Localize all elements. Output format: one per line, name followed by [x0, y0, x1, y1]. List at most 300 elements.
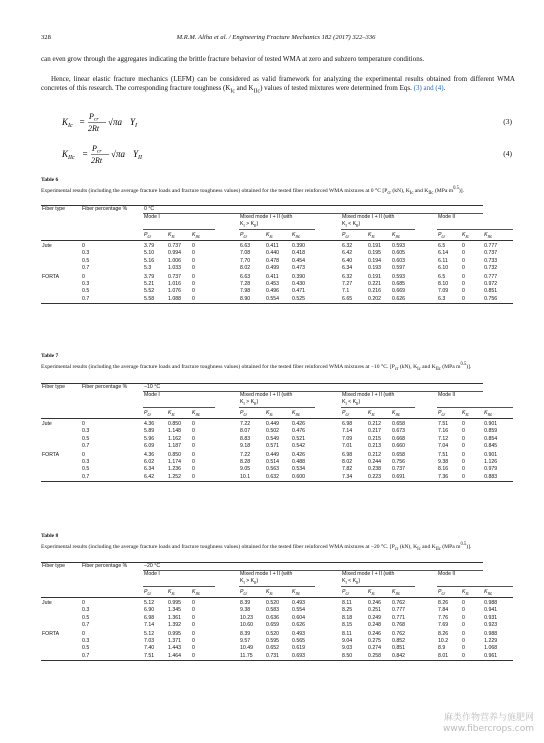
- value-cell: 0.5: [82, 435, 90, 442]
- value-cell: 8.11: [342, 630, 352, 637]
- value-cell: 0.542: [292, 442, 305, 449]
- svg-text:2Rt: 2Rt: [91, 156, 103, 165]
- col-pcr: $P_{cr}$: [341, 408, 367, 419]
- value-cell: 0.565: [292, 638, 305, 645]
- value-cell: 0.756: [392, 459, 405, 466]
- value-cell: 0.258: [367, 653, 391, 661]
- value-cell: 0.478: [266, 257, 279, 264]
- value-cell: 0: [461, 296, 483, 304]
- temperature-header: −10 °C: [143, 384, 483, 392]
- value-cell: 0.771: [392, 614, 405, 621]
- value-cell: 9.05: [240, 466, 251, 473]
- value-cell: 0.988: [484, 600, 498, 607]
- value-cell: 0.493: [292, 600, 305, 607]
- col-pcr: $P_{cr}$: [143, 408, 167, 419]
- col-kic: $K_{Ic}$: [265, 587, 291, 598]
- value-cell: 1.392: [168, 621, 181, 628]
- table-8: [41, 562, 513, 661]
- header-row: [41, 206, 513, 214]
- value-cell: 1.236: [168, 466, 181, 473]
- value-cell: 8.39: [240, 600, 251, 607]
- value-cell: 0.5: [82, 257, 90, 264]
- value-cell: 0: [192, 250, 195, 257]
- value-cell: 8.39: [240, 630, 251, 637]
- value-cell: 0.449: [266, 451, 279, 458]
- value-cell: 0: [462, 421, 465, 428]
- table-row: [41, 629, 513, 638]
- value-cell: 6.63: [240, 273, 251, 280]
- value-cell: 0.733: [484, 257, 498, 264]
- variable-row: [41, 587, 513, 598]
- value-cell: 0.3: [82, 607, 90, 614]
- value-cell: 0.246: [368, 600, 381, 607]
- value-cell: 7.51: [438, 451, 449, 458]
- table-7-title: Table 7: [41, 353, 59, 359]
- value-cell: 1.148: [168, 428, 181, 435]
- svg-text:Pcr: Pcr: [89, 112, 99, 123]
- value-cell: 0.777: [484, 243, 498, 250]
- temperature-header: 0 °C: [143, 206, 483, 214]
- col-fiber-percentage: Fiber percentage %: [81, 384, 143, 392]
- value-cell: 1.068: [484, 645, 498, 652]
- value-cell: 0.851: [484, 288, 498, 295]
- value-cell: 5.10: [144, 250, 155, 257]
- value-cell: 0.195: [368, 250, 381, 257]
- value-cell: 0.5: [82, 288, 90, 295]
- value-cell: 0.3: [82, 459, 90, 466]
- col-pcr: $P_{cr}$: [143, 230, 167, 241]
- value-cell: 0: [461, 653, 483, 661]
- value-cell: 1.464: [167, 653, 191, 661]
- table-row: [41, 459, 513, 466]
- value-cell: 5.96: [144, 435, 155, 442]
- value-cell: 6.3: [437, 296, 461, 304]
- value-cell: 0: [462, 614, 465, 621]
- value-cell: 7.40: [144, 645, 155, 652]
- value-cell: 0: [192, 288, 195, 295]
- value-cell: 8.11: [342, 600, 352, 607]
- value-cell: 7.12: [438, 435, 449, 442]
- value-cell: 0: [192, 264, 195, 271]
- value-cell: 0: [462, 243, 465, 250]
- table-row: [41, 281, 513, 288]
- value-cell: 0: [192, 451, 195, 458]
- value-cell: 0: [192, 243, 195, 250]
- mode-row: [41, 571, 513, 587]
- value-cell: 0.223: [367, 474, 391, 482]
- fiber-type-cell: [41, 653, 81, 661]
- value-cell: 0.673: [392, 428, 405, 435]
- value-cell: 0: [192, 421, 195, 428]
- col-pcr: $P_{cr}$: [437, 408, 461, 419]
- fiber-type-cell: [41, 288, 81, 295]
- col-kiic: $K_{IIc}$: [291, 587, 315, 598]
- fiber-type-cell: [41, 607, 81, 614]
- col-kiic: $K_{IIc}$: [483, 587, 513, 598]
- mixed-mode-kI-lt-kII-header: Mixed mode I + II (with $K_I < K_{II}$): [341, 214, 415, 230]
- table-7: [41, 383, 513, 482]
- col-fiber-type: Fiber type: [41, 384, 81, 392]
- value-cell: 0.525: [291, 296, 315, 304]
- value-cell: 0.191: [368, 273, 381, 280]
- value-cell: 0: [462, 257, 465, 264]
- mode-1-header: Mode I: [143, 392, 215, 408]
- value-cell: 6.42: [342, 250, 353, 257]
- value-cell: 0: [462, 288, 465, 295]
- value-cell: 0.514: [266, 459, 279, 466]
- value-cell: 7.98: [240, 288, 251, 295]
- value-cell: 8.83: [240, 435, 251, 442]
- value-cell: 0: [192, 638, 195, 645]
- value-cell: 7.14: [144, 621, 155, 628]
- value-cell: 0.411: [266, 273, 279, 280]
- value-cell: 8.50: [341, 653, 367, 661]
- value-cell: 5.3: [144, 264, 152, 271]
- value-cell: 0.246: [368, 630, 381, 637]
- value-cell: 1.361: [168, 614, 181, 621]
- value-cell: 1.006: [168, 257, 181, 264]
- value-cell: 0: [192, 428, 195, 435]
- fiber-type-cell: [41, 474, 81, 482]
- mode-1-header: Mode I: [143, 214, 215, 230]
- value-cell: 0: [462, 600, 465, 607]
- col-kic: $K_{Ic}$: [367, 230, 391, 241]
- value-cell: 6.42: [143, 474, 167, 482]
- table-row: [41, 428, 513, 435]
- col-kiic: $K_{IIc}$: [291, 230, 315, 241]
- value-cell: 0.3: [82, 428, 90, 435]
- value-cell: 0.193: [368, 264, 381, 271]
- value-cell: 0: [462, 442, 465, 449]
- value-cell: 0.636: [266, 614, 279, 621]
- value-cell: 0: [192, 442, 195, 449]
- col-pcr: $P_{cr}$: [239, 230, 265, 241]
- col-kiic: $K_{IIc}$: [191, 230, 215, 241]
- temperature-header: −20 °C: [143, 563, 483, 571]
- value-cell: 5.21: [144, 281, 155, 288]
- value-cell: 8.18: [342, 614, 353, 621]
- table-row: [41, 288, 513, 295]
- value-cell: 0.660: [392, 442, 405, 449]
- value-cell: 0.995: [168, 630, 181, 637]
- fiber-type-cell: [41, 615, 81, 622]
- col-fiber-type: Fiber type: [41, 563, 81, 571]
- table-8-title: Table 8: [41, 533, 59, 539]
- value-cell: 9.38: [438, 459, 449, 466]
- value-cell: 0: [82, 600, 85, 607]
- value-cell: 0.215: [368, 435, 381, 442]
- value-cell: 0.521: [292, 435, 305, 442]
- value-cell: 6.98: [342, 421, 353, 428]
- value-cell: 0.883: [483, 474, 513, 482]
- value-cell: 5.12: [144, 600, 155, 607]
- value-cell: 0: [192, 435, 195, 442]
- value-cell: 7.76: [438, 614, 449, 621]
- col-kic: $K_{Ic}$: [167, 230, 191, 241]
- col-pcr: $P_{cr}$: [341, 587, 367, 598]
- value-cell: 0.685: [392, 281, 405, 288]
- value-cell: 0.603: [392, 257, 405, 264]
- value-cell: 0.619: [292, 645, 305, 652]
- value-cell: 0: [462, 281, 465, 288]
- table-row: [41, 474, 513, 482]
- value-cell: 0.496: [266, 288, 279, 295]
- value-cell: 0.851: [392, 645, 405, 652]
- value-cell: 0.238: [368, 466, 381, 473]
- value-cell: 0.390: [292, 243, 305, 250]
- value-cell: 0.595: [266, 638, 279, 645]
- col-kic: $K_{Ic}$: [167, 408, 191, 419]
- value-cell: 0.995: [168, 600, 181, 607]
- col-pcr: $P_{cr}$: [143, 587, 167, 598]
- value-cell: 7.51: [438, 421, 449, 428]
- value-cell: 0.473: [292, 264, 305, 271]
- value-cell: 10.1: [239, 474, 265, 482]
- equation-4-formula: [62, 143, 182, 167]
- fiber-type-cell: [41, 645, 81, 652]
- value-cell: 7.36: [437, 474, 461, 482]
- value-cell: 5.89: [144, 428, 155, 435]
- fiber-type-cell: Jute: [42, 243, 52, 250]
- value-cell: 0.390: [292, 273, 305, 280]
- value-cell: 0.668: [392, 435, 405, 442]
- table-row: [41, 258, 513, 265]
- table-row: [41, 645, 513, 652]
- value-cell: 0: [191, 653, 215, 661]
- mixed-mode-kI-gt-kII-header: Mixed mode I + II (with $K_I > K_{II}$): [239, 214, 315, 230]
- col-kic: $K_{Ic}$: [265, 230, 291, 241]
- value-cell: 0: [462, 607, 465, 614]
- value-cell: 0.626: [391, 296, 415, 304]
- value-cell: 0.502: [266, 428, 279, 435]
- table-row: [41, 265, 513, 272]
- value-cell: 0: [191, 474, 215, 482]
- value-cell: 7.28: [240, 281, 251, 288]
- value-cell: 7.09: [342, 435, 353, 442]
- col-kiic: $K_{IIc}$: [191, 408, 215, 419]
- page-number: 328: [41, 34, 51, 41]
- value-cell: 0.5: [82, 614, 90, 621]
- value-cell: 0.7: [82, 264, 90, 271]
- value-cell: 7.01: [342, 442, 353, 449]
- mode-2-header: Mode II: [437, 392, 513, 408]
- value-cell: 0: [82, 243, 85, 250]
- value-cell: 0.762: [392, 630, 405, 637]
- value-cell: 10.49: [240, 645, 253, 652]
- col-kiic: $K_{IIc}$: [291, 408, 315, 419]
- value-cell: 0.600: [291, 474, 315, 482]
- mode-row: [41, 214, 513, 230]
- value-cell: 0.979: [484, 466, 498, 473]
- value-cell: 0.202: [367, 296, 391, 304]
- value-cell: 8.01: [437, 653, 461, 661]
- col-kic: $K_{Ic}$: [167, 587, 191, 598]
- value-cell: 6.98: [342, 451, 353, 458]
- value-cell: 1.345: [168, 607, 181, 614]
- value-cell: 0.7: [81, 474, 143, 482]
- value-cell: 0.216: [368, 288, 381, 295]
- value-cell: 6.98: [144, 614, 155, 621]
- value-cell: 0.563: [266, 466, 279, 473]
- equation-link[interactable]: (3) and (4): [413, 84, 444, 93]
- value-cell: 8.28: [240, 459, 251, 466]
- mode-2-header: Mode II: [437, 214, 513, 230]
- header-row: [41, 563, 513, 571]
- col-pcr: $P_{cr}$: [239, 587, 265, 598]
- value-cell: 0.449: [266, 421, 279, 428]
- fiber-type-cell: [41, 250, 81, 257]
- fiber-type-cell: Jute: [42, 600, 52, 607]
- table-row: [41, 436, 513, 443]
- value-cell: 0.426: [292, 421, 305, 428]
- value-cell: 0.7: [82, 621, 90, 628]
- table-row: [41, 296, 513, 304]
- value-cell: 7.84: [438, 607, 449, 614]
- value-cell: 0.593: [392, 243, 405, 250]
- table-7-caption: Table 7 Experimental results (including the average fracture loads and fracture toughness values) obtained for the tested fiber reinforced WMA mixtures at −10 °C. [$P_{cr}$ (kN), $K_{Ic}$ and $K_{IIc}$ (MPa $m^{0.5}$)].: [41, 353, 515, 373]
- value-cell: 0.217: [368, 428, 381, 435]
- value-cell: 5.16: [144, 257, 155, 264]
- value-cell: 4.36: [144, 451, 155, 458]
- value-cell: 0.418: [292, 250, 305, 257]
- fiber-type-cell: [41, 428, 81, 435]
- svg-text:KIc: $K_{Ic}$: [62, 117, 73, 129]
- value-cell: 0.972: [484, 281, 498, 288]
- table-6-caption: Table 6 Experimental results (including the average fracture loads and fracture toughness values) obtained for the tested fiber reinforced WMA mixtures at 0 °C [$P_{cr}$ (kN), $K_{Ic}$ and $K_{IIc}$ (MPa $m^{0.5}$)].: [41, 177, 515, 197]
- fiber-type-cell: [41, 281, 81, 288]
- value-cell: 7.70: [240, 257, 251, 264]
- value-cell: 0: [82, 630, 85, 637]
- col-fiber-percentage: Fiber percentage %: [81, 563, 143, 571]
- col-kiic: $K_{IIc}$: [391, 230, 415, 241]
- value-cell: 0.3: [82, 250, 90, 257]
- fiber-type-cell: [41, 466, 81, 473]
- table-row: [41, 450, 513, 459]
- value-cell: 0: [192, 273, 195, 280]
- value-cell: 0.213: [368, 442, 381, 449]
- value-cell: 11.75: [239, 653, 265, 661]
- table-row: [41, 653, 513, 661]
- paragraph-1: can even grow through the aggregates indicating the brittle fracture behavior of tested WMA at zero and subzero temperature conditions.: [41, 55, 425, 63]
- value-cell: 0.411: [266, 243, 279, 250]
- table-row: [41, 419, 513, 429]
- value-cell: 0: [462, 264, 465, 271]
- value-cell: 1.076: [168, 288, 181, 295]
- value-cell: 0.737: [168, 243, 181, 250]
- fiber-type-cell: [41, 459, 81, 466]
- page-header: [41, 34, 511, 44]
- value-cell: 0: [192, 600, 195, 607]
- value-cell: 7.14: [342, 428, 353, 435]
- value-cell: 6.11: [438, 257, 448, 264]
- value-cell: 0.605: [392, 250, 405, 257]
- value-cell: 0.756: [483, 296, 513, 304]
- table-row: [41, 466, 513, 473]
- value-cell: 0: [462, 273, 465, 280]
- value-cell: 8.10: [438, 281, 449, 288]
- col-kic: $K_{Ic}$: [265, 408, 291, 419]
- mixed-mode-kI-lt-kII-header: Mixed mode I + II (with $K_I < K_{II}$): [341, 571, 415, 587]
- equation-4-number: (4): [503, 149, 512, 158]
- fiber-type-cell: FORTA: [42, 451, 60, 458]
- value-cell: 6.32: [342, 243, 353, 250]
- col-kiic: $K_{IIc}$: [391, 408, 415, 419]
- value-cell: 0.777: [392, 607, 405, 614]
- value-cell: 0.737: [484, 250, 498, 257]
- svg-text:2Rt: 2Rt: [88, 124, 100, 133]
- mixed-mode-kI-gt-kII-header: Mixed mode I + II (with $K_I > K_{II}$): [239, 392, 315, 408]
- value-cell: 5.52: [144, 288, 155, 295]
- value-cell: 0.5: [82, 645, 90, 652]
- value-cell: 0.7: [82, 442, 90, 449]
- value-cell: 8.02: [342, 459, 353, 466]
- value-cell: 6.32: [342, 273, 353, 280]
- value-cell: 0.737: [168, 273, 181, 280]
- value-cell: 0.554: [265, 296, 291, 304]
- value-cell: 0: [82, 451, 85, 458]
- value-cell: 0.852: [392, 638, 405, 645]
- value-cell: 0: [462, 638, 465, 645]
- value-cell: 0: [192, 281, 195, 288]
- col-pcr: $P_{cr}$: [437, 587, 461, 598]
- value-cell: 0.493: [292, 630, 305, 637]
- value-cell: 0.768: [392, 621, 405, 628]
- value-cell: 0.691: [391, 474, 415, 482]
- svg-text:Pcr: Pcr: [92, 144, 102, 155]
- col-pcr: $P_{cr}$: [239, 408, 265, 419]
- value-cell: 0.221: [368, 281, 381, 288]
- value-cell: 0.988: [484, 630, 498, 637]
- fiber-type-cell: [41, 265, 81, 272]
- value-cell: 0.732: [484, 264, 498, 271]
- value-cell: 7.08: [240, 250, 251, 257]
- value-cell: 0.901: [484, 451, 498, 458]
- equation-3-number: (3): [503, 117, 512, 126]
- value-cell: 0: [192, 630, 195, 637]
- svg-text:√πa: √πa: [111, 149, 125, 159]
- col-pcr: $P_{cr}$: [437, 230, 461, 241]
- table-row: [41, 250, 513, 257]
- value-cell: 0: [192, 614, 195, 621]
- value-cell: 0.597: [392, 264, 405, 271]
- paragraph-2: Hence, linear elastic fracture mechanics (LEFM) can be considered as valid framework for analyzing the experimental results obtained from different WMA concretes of this research. The corresponding fracture toughness ($K_{Ic}$ and $K_{IIc}$) values of tested mixtures were determined from Eqs. (3) and (4).: [41, 75, 515, 95]
- value-cell: 9.18: [240, 442, 251, 449]
- table-row: [41, 241, 513, 251]
- value-cell: 0: [462, 435, 465, 442]
- variable-row: [41, 408, 513, 419]
- value-cell: 0.454: [292, 257, 305, 264]
- value-cell: 9.38: [240, 607, 251, 614]
- col-kic: $K_{Ic}$: [367, 587, 391, 598]
- value-cell: 1.174: [168, 459, 181, 466]
- value-cell: 0.593: [392, 273, 405, 280]
- value-cell: 0: [462, 451, 465, 458]
- table-row: [41, 598, 513, 608]
- col-fiber-type: Fiber type: [41, 206, 81, 214]
- mode-2-header: Mode II: [437, 571, 513, 587]
- equation-4: [62, 143, 512, 167]
- fiber-type-cell: [41, 443, 81, 450]
- value-cell: 7.27: [342, 281, 353, 288]
- col-kiic: $K_{IIc}$: [483, 230, 513, 241]
- value-cell: 0: [192, 459, 195, 466]
- value-cell: 1.252: [167, 474, 191, 482]
- value-cell: 0.7: [81, 653, 143, 661]
- value-cell: 0.931: [484, 614, 498, 621]
- col-kic: $K_{Ic}$: [461, 587, 483, 598]
- value-cell: 8.9: [438, 645, 446, 652]
- table-row: [41, 638, 513, 645]
